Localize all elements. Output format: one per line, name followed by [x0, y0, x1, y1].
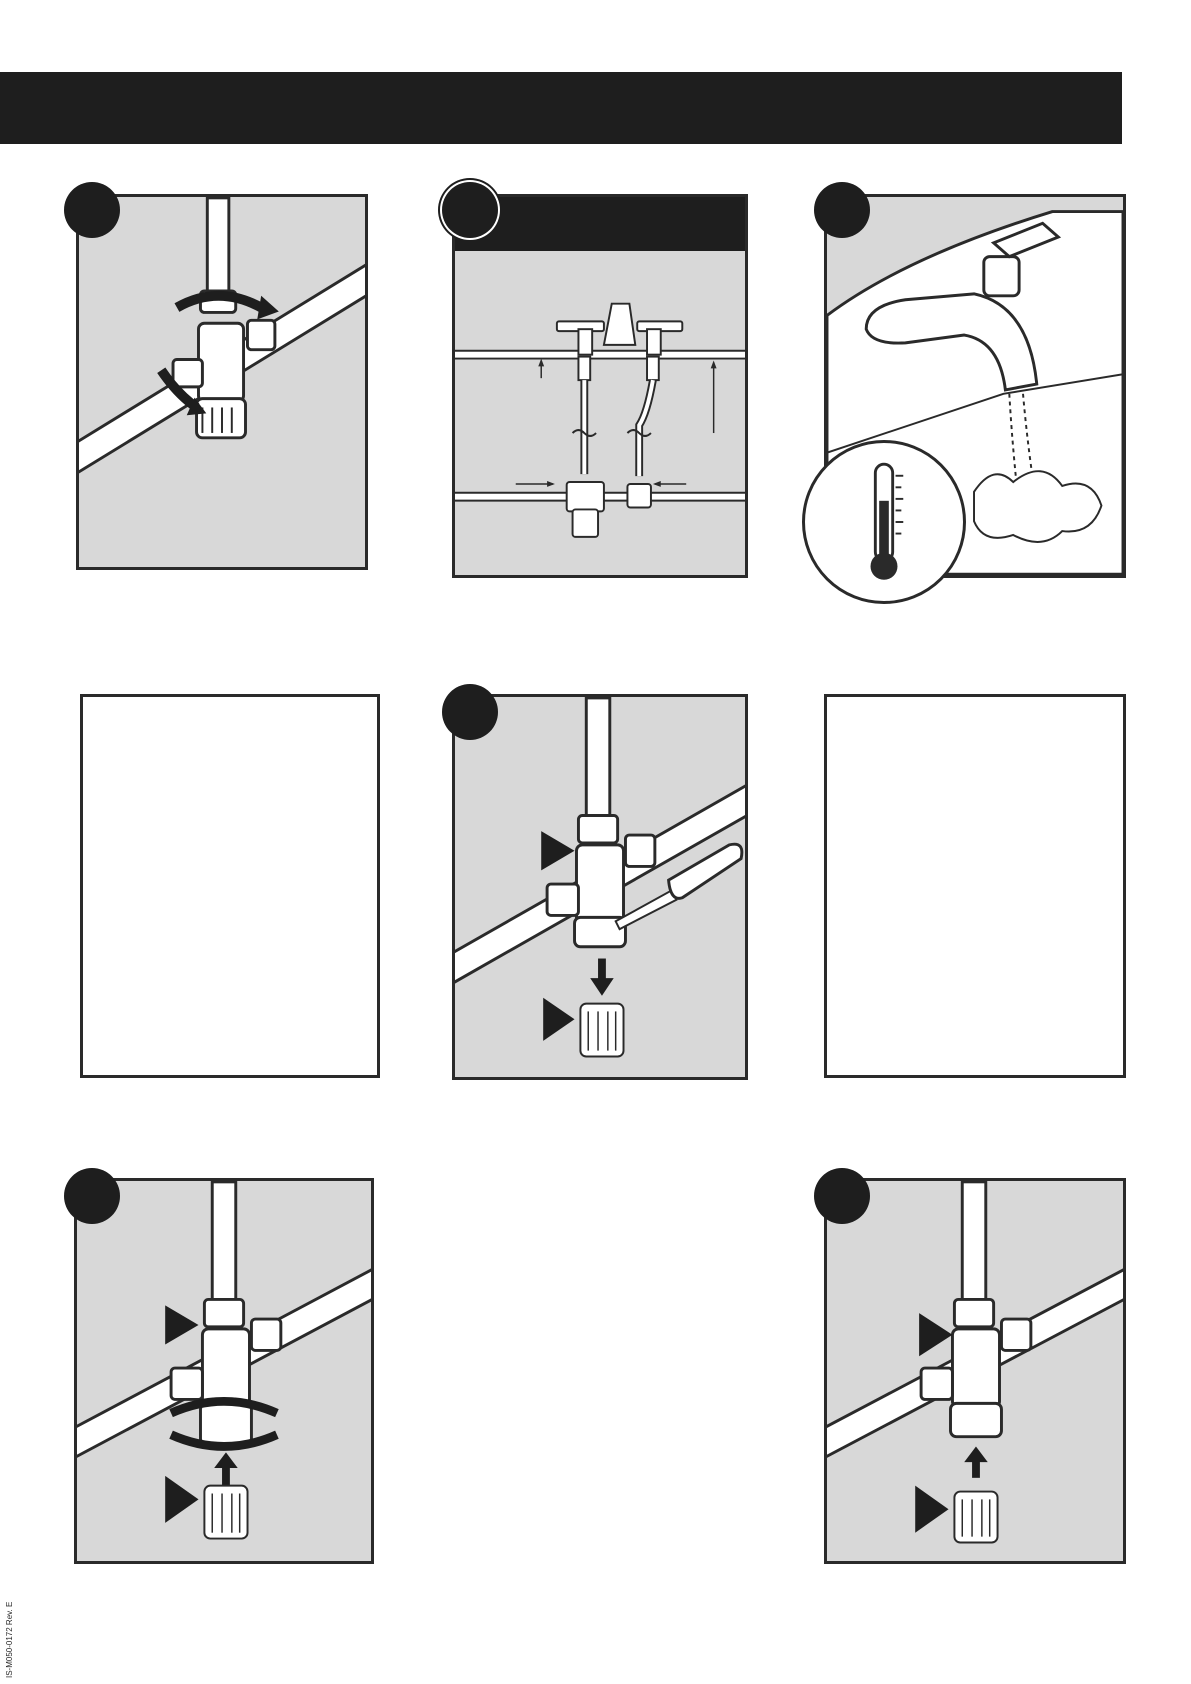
- step-number-badge: [442, 182, 498, 238]
- cartridge-reinsert-icon: [77, 1181, 371, 1561]
- step-panel-installation-diagram: [452, 194, 748, 578]
- thermometer-inset: [802, 440, 966, 604]
- thermometer-icon: [805, 443, 963, 601]
- step-panel-cartridge-removal: [452, 694, 748, 1080]
- section-header-bar: [0, 72, 1122, 144]
- step-number-badge: [442, 684, 498, 740]
- step-panel-valve-tighten: [76, 194, 368, 570]
- valve-tighten-icon: [79, 197, 365, 567]
- step-number-badge: [64, 182, 120, 238]
- step-number-badge: [814, 182, 870, 238]
- cartridge-removal-icon: [455, 697, 745, 1077]
- step-panel-cartridge-install: [824, 1178, 1126, 1564]
- step-number-badge: [64, 1168, 120, 1224]
- document-code-text: IS-M050-0172 Rev. E: [5, 1601, 14, 1678]
- step-panel-cartridge-reinsert: [74, 1178, 374, 1564]
- faucet-installation-diagram-icon: [455, 197, 745, 575]
- cartridge-install-icon: [827, 1181, 1123, 1561]
- document-code-footer: [2, 1582, 16, 1678]
- blank-text-panel: [824, 694, 1126, 1078]
- step-number-badge: [814, 1168, 870, 1224]
- blank-text-panel: [80, 694, 380, 1078]
